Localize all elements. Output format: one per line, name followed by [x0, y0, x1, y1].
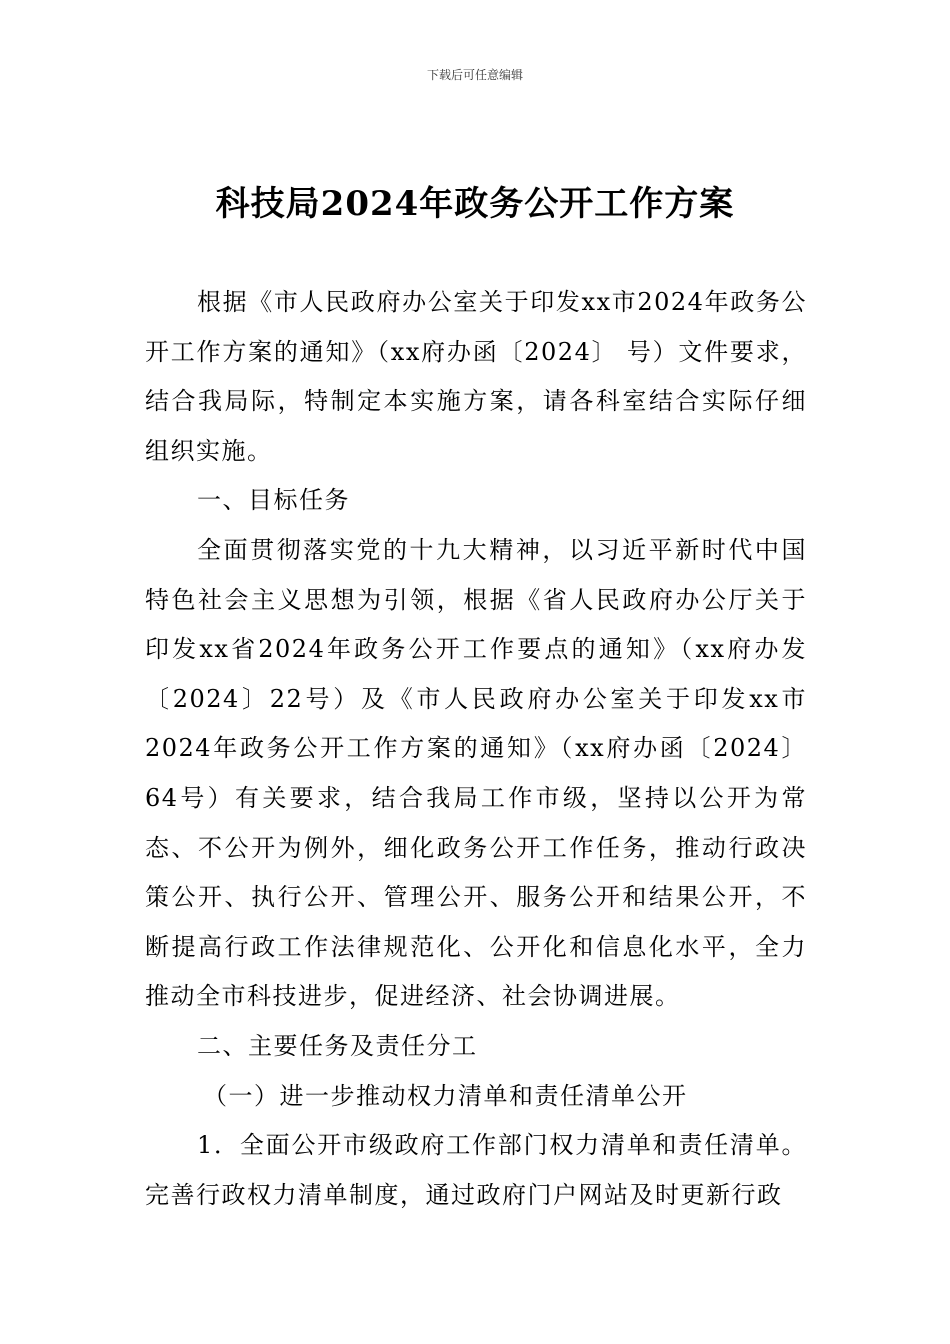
section-heading-goals: 一、目标任务 [197, 486, 350, 515]
paragraph-intro: 根据《市人民政府办公室关于印发xx市2024年政务公开工作方案的通知》（xx府办函〔2024〕 号）文件要求，结合我局际，特制定本实施方案，请各科室结合实际仔细组织实施。 [145, 288, 807, 465]
paragraph-goals: 全面贯彻落实党的十九大精神，以习近平新时代中国特色社会主义思想为引领，根据《省人民政府办公厅关于印发xx省2024年政务公开工作要点的通知》（xx府办发〔2024〕22号）及《市人民政府办公室关于印发xx市2024年政务公开工作方案的通知》（xx府办函〔2024〕64号）有关要求，结合我局工作市级，坚持以公开为常态、不公开为例外，细化政务公开工作任务，推动行政决策公开、执行公开、管理公开、服务公开和结果公开，不断提高行政工作法律规范化、公开化和信息化水平，全力推动全市科技进步，促进经济、社会协调进展。 [145, 535, 807, 1011]
document-title: 科技局2024年政务公开工作方案 [215, 184, 735, 224]
subsection-heading-1: （一）进一步推动权力清单和责任清单公开 [203, 1081, 688, 1110]
section-heading-tasks: 二、主要任务及责任分工 [197, 1031, 478, 1060]
paragraph-item-1: 1．全面公开市级政府工作部门权力清单和责任清单。完善行政权力清单制度，通过政府门户网站及时更新行政 [145, 1131, 807, 1209]
header-note: 下载后可任意编辑 [426, 68, 523, 82]
document-body [145, 278, 807, 1220]
